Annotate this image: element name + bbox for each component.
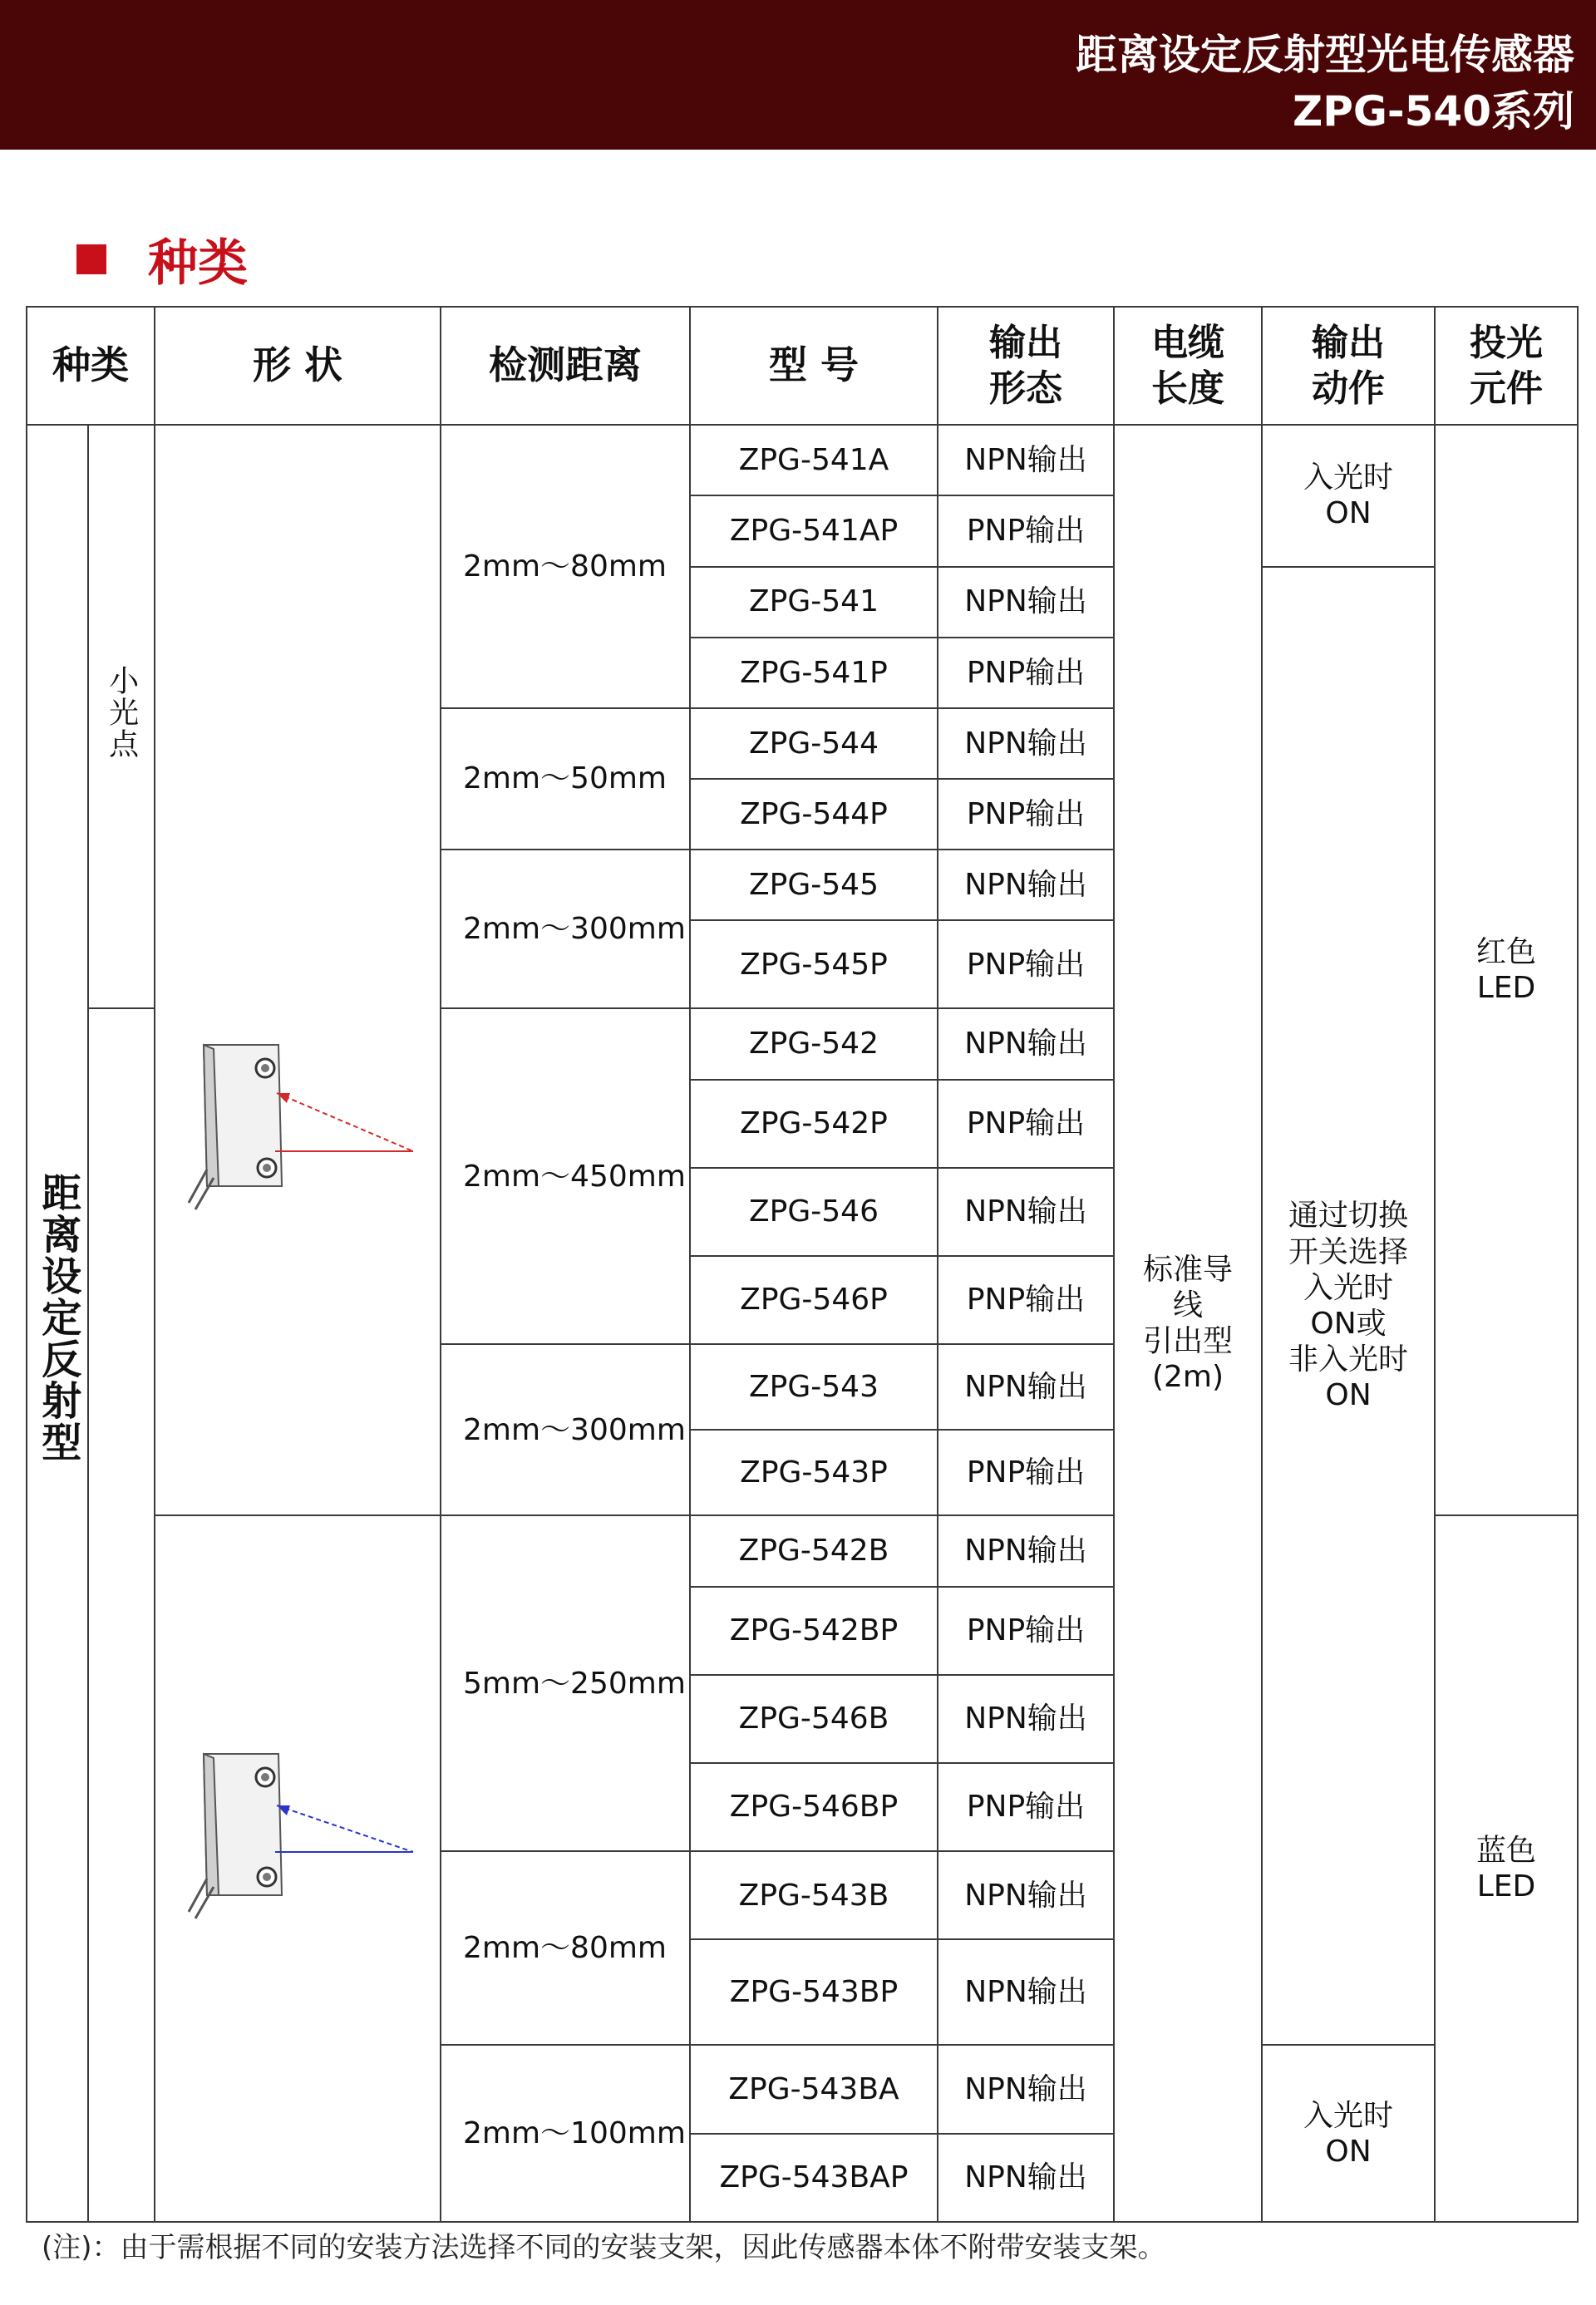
header-title: 距离设定反射型光电传感器 (1076, 31, 1574, 79)
model-cell: ZPG-541AP (690, 495, 938, 566)
light-red-cell: 红色 LED (1435, 425, 1578, 1515)
page-header (0, 0, 1596, 150)
header-shape: 形 状 (155, 307, 441, 425)
output-cell: NPN输出 (938, 1515, 1114, 1586)
cable-cell: 标准导 线 引出型 (2m) (1114, 425, 1262, 2222)
distance-cell: 2mm～100mm (441, 2045, 690, 2222)
header-output-action: 输出 动作 (1262, 307, 1435, 425)
distance-cell: 2mm～50mm (441, 708, 690, 850)
model-cell: ZPG-542P (690, 1080, 938, 1168)
model-cell: ZPG-546P (690, 1256, 938, 1344)
model-cell: ZPG-542B (690, 1515, 938, 1586)
output-cell: NPN输出 (938, 1851, 1114, 1939)
footnote: (注)：由于需根据不同的安装方法选择不同的安装支架，因此传感器本体不附带安装支架。 (42, 2231, 1166, 2264)
model-cell: ZPG-543BA (690, 2045, 938, 2133)
sensor-red-beam-icon (155, 679, 438, 1261)
header-category: 种类 (27, 307, 155, 425)
model-cell: ZPG-545P (690, 920, 938, 1008)
action-bottom-cell: 入光时 ON (1262, 2045, 1435, 2222)
output-cell: PNP输出 (938, 920, 1114, 1008)
table-header-row (27, 307, 1578, 425)
output-cell: PNP输出 (938, 638, 1114, 708)
header-model: 型 号 (690, 307, 938, 425)
distance-cell: 2mm～300mm (441, 1344, 690, 1515)
output-cell: NPN输出 (938, 1344, 1114, 1430)
header-series: ZPG-540系列 (1292, 87, 1574, 135)
model-cell: ZPG-546 (690, 1168, 938, 1256)
output-cell: PNP输出 (938, 495, 1114, 566)
model-cell: ZPG-544 (690, 708, 938, 779)
output-cell: PNP输出 (938, 1587, 1114, 1675)
header-output-form: 输出 形态 (938, 307, 1114, 425)
model-cell: ZPG-543BP (690, 1939, 938, 2045)
distance-cell: 2mm～80mm (441, 1851, 690, 2045)
output-cell: NPN输出 (938, 425, 1114, 495)
distance-cell: 2mm～450mm (441, 1008, 690, 1344)
output-cell: NPN输出 (938, 1675, 1114, 1763)
model-cell: ZPG-543 (690, 1344, 938, 1430)
output-cell: NPN输出 (938, 2134, 1114, 2222)
model-cell: ZPG-543P (690, 1430, 938, 1515)
model-cell: ZPG-544P (690, 779, 938, 850)
output-cell: NPN输出 (938, 1168, 1114, 1256)
model-cell: ZPG-541 (690, 567, 938, 638)
distance-cell: 2mm～80mm (441, 425, 690, 708)
distance-cell: 2mm～300mm (441, 850, 690, 1008)
output-cell: PNP输出 (938, 1430, 1114, 1515)
output-cell: NPN输出 (938, 1008, 1114, 1079)
section-bullet-icon (76, 244, 106, 274)
output-cell: PNP输出 (938, 1763, 1114, 1851)
model-cell: ZPG-542 (690, 1008, 938, 1079)
distance-cell: 5mm～250mm (441, 1515, 690, 1851)
light-blue-cell: 蓝色 LED (1435, 1515, 1578, 2222)
header-light-element: 投光 元件 (1435, 307, 1578, 425)
product-table (26, 306, 1579, 2223)
output-cell: NPN输出 (938, 2045, 1114, 2133)
output-cell: PNP输出 (938, 1080, 1114, 1168)
action-mid-cell: 通过切换 开关选择 入光时 ON或 非入光时 ON (1262, 567, 1435, 2046)
model-cell: ZPG-542BP (690, 1587, 938, 1675)
model-cell: ZPG-546B (690, 1675, 938, 1763)
section-title: 种类 (148, 234, 248, 293)
output-cell: NPN输出 (938, 567, 1114, 638)
shape-blue-sensor (155, 1515, 441, 2222)
header-distance: 检测距离 (441, 307, 690, 425)
output-cell: PNP输出 (938, 779, 1114, 850)
model-cell: ZPG-546BP (690, 1763, 938, 1851)
output-cell: PNP输出 (938, 1256, 1114, 1344)
model-cell: ZPG-543BAP (690, 2134, 938, 2222)
header-cable-length: 电缆 长度 (1114, 307, 1262, 425)
category-sub: 小光点 (88, 425, 155, 1008)
table-row (27, 425, 1578, 495)
model-cell: ZPG-541P (690, 638, 938, 708)
output-cell: NPN输出 (938, 708, 1114, 779)
model-cell: ZPG-543B (690, 1851, 938, 1939)
action-top-cell: 入光时 ON (1262, 425, 1435, 566)
model-cell: ZPG-545 (690, 850, 938, 920)
shape-red-sensor (155, 425, 441, 1515)
category-sub-empty (88, 1008, 155, 2222)
section-heading (76, 226, 248, 293)
output-cell: NPN输出 (938, 850, 1114, 920)
output-cell: NPN输出 (938, 1939, 1114, 2045)
category-main: 距离设定反射型 (27, 425, 88, 2222)
sensor-blue-beam-icon (155, 1578, 438, 2160)
model-cell: ZPG-541A (690, 425, 938, 495)
